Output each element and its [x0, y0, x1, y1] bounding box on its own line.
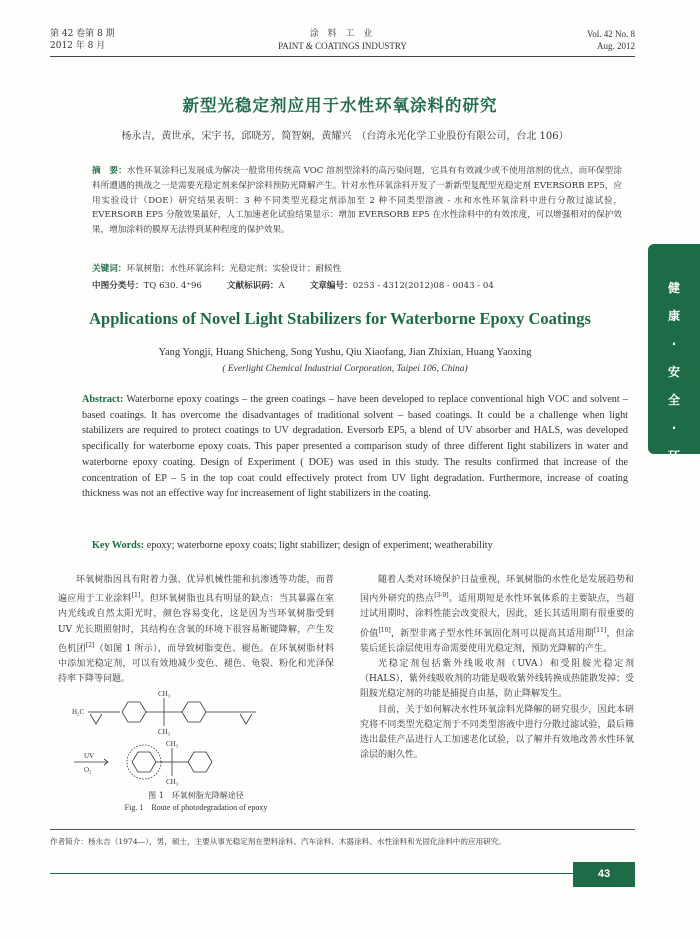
doc-value: A: [278, 281, 285, 291]
figure-1-structure: [68, 688, 336, 788]
keywords-en-label: Key Words:: [92, 540, 145, 551]
ch3-top-product: CH₃: [166, 740, 179, 748]
keywords-cn-text: 环氧树脂；水性环氧涂料；光稳定剂；实验设计；耐候性: [126, 264, 342, 274]
page-number: 43: [573, 862, 635, 887]
doc-code: [227, 281, 285, 291]
citation: [2]: [85, 641, 95, 649]
side-tab-char: 环: [667, 449, 680, 463]
o2-label: O₂: [84, 766, 92, 774]
bottom-divider: [50, 873, 573, 874]
side-tab-char: 康: [667, 309, 680, 323]
section-side-tab: [648, 244, 700, 491]
article-value: 0253 - 4312(2012)08 - 0043 - 04: [352, 281, 494, 291]
benzene-ring-right: [182, 702, 206, 722]
ch3-top: CH₃: [158, 690, 171, 698]
figure-1-caption: [58, 790, 334, 814]
citation: [10]: [378, 626, 391, 634]
keywords-cn: [92, 262, 622, 274]
body-column-right: [360, 573, 634, 763]
ch3-bottom: CH₃: [158, 728, 171, 736]
citation: [3-9]: [434, 592, 449, 600]
footnote-divider: [50, 829, 635, 830]
clc-number: [92, 281, 202, 291]
side-tab-char: ·: [671, 337, 677, 351]
keywords-en: [92, 540, 628, 551]
keywords-cn-label: 关键词：: [92, 264, 127, 274]
abstract-en-text: Waterborne epoxy coatings – the green coatings – have been developed to replace conventional high VOC and solvent – based coatings. It has overcome the disadvantages of traditional solvent – based coatings. It could be a challenge when light stabilizers are required to protect coatings to UV degradation. Eversorb EP5, a blend of UV absorber and HALS, was developed specifically for waterborne epoxy coats. This paper presented a comparison study of three different light stabilizers in water and waterborne epoxy coating. Design of Experiment ( DOE) was used in this study. The results confirmed that increase of the concentration of EP – 5 in the top coat could effectively protect from UV light degradation. Furthermore, increase of coating thickness was not an effective way for increasement of light stabilizers in the coating.: [82, 394, 628, 500]
authors-en: Yang Yongji, Huang Shicheng, Song Yushu, Qiu Xiaofang, Jian Zhixian, Huang Yaoxing: [158, 347, 532, 358]
side-tab-char: 安: [667, 365, 680, 379]
author-footnote: 作者简介：杨永吉（1974—），男，硕士，主要从事光稳定剂在塑料涂料、汽车涂料、木器涂料、水性涂料和光固化涂料中的应用研究。: [50, 837, 506, 846]
clc-label: 中图分类号：: [92, 281, 144, 291]
intro-p2-b: 。适用期短是水性环氧体系的主要缺点，当超过试用期时，涂料性能会改变很大，因此，延长其适用期有很重要的价值: [360, 594, 634, 639]
article-number: [310, 281, 494, 291]
side-tab-char: ·: [671, 421, 677, 435]
intro-p2-d: ，但涂装后延长涂层使用寿命需要使用光稳定剂，预防光降解的产生。: [360, 628, 634, 654]
h2c-label: H₂C: [72, 708, 85, 716]
header-center: [50, 28, 635, 52]
figure-caption-en: Fig. 1 Route of photodegradation of epoxy: [124, 803, 268, 812]
epoxide-ring: [90, 714, 102, 724]
abstract-cn-text: 水性环氧涂料已发展成为解决一般常用传统高 VOC 溶剂型涂料的高污染问题，它具有有效减少或不使用溶剂的优点，而环保型涂料所遭遇的挑战之一是需要光稳定剂来保护涂料预防光降解产生。针对水性环氧涂料开发了一新新型复配型光稳定剂 EVERSORB EP5，应用实验设计（DOE）研究结果表明：3 种不同类型光稳定剂添加至 2 种不同类型溶液 - 水和水性环氧涂料中进行分散过滤试验，EVERSORB EP5 分散效果最好，人工加速老化试验结果显示：增加 EVERSORB EP5 在水性涂料中的有效浓度，可以增强相对的保护效果，增加涂料的膜厚无法得到某种程度的保护效果。: [92, 166, 622, 236]
abstract-en-label: Abstract:: [82, 394, 124, 405]
intro-p2-c: ，新型非离子型水性环氧固化剂可以提高其适用期: [390, 628, 594, 639]
abstract-en: [82, 392, 628, 502]
side-tab-char: 全: [667, 393, 680, 407]
intro-p1-a: 环氧树脂因具有附着力强、优异机械性能和抗渗透等功能，而普遍应用于工业涂料: [58, 575, 334, 605]
journal-name-en: PAINT & COATINGS INDUSTRY: [278, 41, 407, 51]
quinone-ring-left: [132, 752, 156, 772]
volume-issue-en: Vol. 42 No. 8: [586, 29, 635, 39]
intro-paragraph-1: [58, 573, 334, 687]
ch3-bottom-product: CH₃: [166, 778, 179, 786]
journal-name-cn: 涂 料 工 业: [309, 29, 376, 39]
running-header: [50, 28, 635, 54]
intro-paragraph-4: 目前，关于如何解决水性环氧涂料光降解的研究很少，因此本研究将不同类型光稳定剂于不同类型溶液中进行分散过滤试验，最后筛选出最佳产品进行人工加速老化试验，以了解并有效地改善水性环氧涂层的耐久性。: [360, 704, 634, 761]
clc-value: TQ 630. 4⁺96: [143, 281, 202, 291]
affiliation-en: ( Everlight Chemical Industrial Corporation, Taipei 106, China): [222, 364, 468, 374]
side-tab-char: 境: [667, 477, 680, 491]
article-title-en: Applications of Novel Light Stabilizers for Waterborne Epoxy Coatings: [89, 309, 591, 328]
classification-cn: [92, 279, 622, 291]
body-column-left: [58, 573, 334, 687]
uv-label: UV: [84, 752, 95, 760]
citation: [1]: [131, 592, 141, 600]
article-label: 文章编号：: [309, 281, 353, 291]
citation: [11]: [593, 626, 607, 634]
figure-caption-cn: 图 1 环氧树脂光降解途径: [148, 791, 244, 800]
intro-paragraph-3: 光稳定剂包括紫外线吸收剂（UVA）和受阻胺光稳定剂（HALS），紫外线吸收剂的功能是吸收紫外线转换成热能散发掉；受阻胺光稳定剂的功能是捕捉自由基，防止降解发生。: [360, 659, 634, 700]
authors-cn: 杨永吉，黄世承，宋宇书，邱晓芳，简智娴，黄耀兴 （台湾永光化学工业股份有限公司，台北 106）: [121, 131, 569, 142]
issue-date-en: Aug. 2012: [597, 41, 635, 51]
abstract-cn: [92, 164, 622, 238]
quinone-ring-right: [188, 752, 212, 772]
side-tab-char: 健: [667, 281, 680, 295]
abstract-cn-label: 摘 要：: [92, 166, 127, 176]
intro-p2-a: 随着人类对环境保护日益重视，环氧树脂的水性化是发展趋势和国内外研究的热点: [360, 575, 634, 605]
doc-label: 文献标识码：: [226, 281, 279, 291]
epoxide-ring-right: [240, 714, 252, 724]
intro-p1-b: 。但环氧树脂也具有明显的缺点：当其暴露在室内光线或自然太阳光时，颜色容易变化，这是因为当环氧树脂受到 UV 光长期照射时，其结构在含氧的环境下很容易断键降解，产生发色机团: [58, 594, 334, 654]
benzene-ring-left: [122, 702, 146, 722]
intro-paragraph-2: [360, 573, 634, 657]
issue-date-cn: 2012 年 8 月: [50, 41, 106, 51]
volume-issue: 第 42 卷第 8 期: [50, 29, 115, 39]
header-right: [587, 28, 635, 52]
article-title-cn: 新型光稳定剂应用于水性环氧涂料的研究: [182, 96, 498, 115]
header-divider: [50, 56, 635, 57]
keywords-en-text: epoxy; waterborne epoxy coats; light stabilizer; design of experiment; weatherability: [146, 540, 493, 551]
intro-p1-c: （如图 1 所示），而导致树脂变色、褪色。在环氧树脂材料中添加光稳定剂，可以有效地减少变色、褪色、龟裂、粉化和光泽保持率下降等问题。: [58, 643, 334, 685]
